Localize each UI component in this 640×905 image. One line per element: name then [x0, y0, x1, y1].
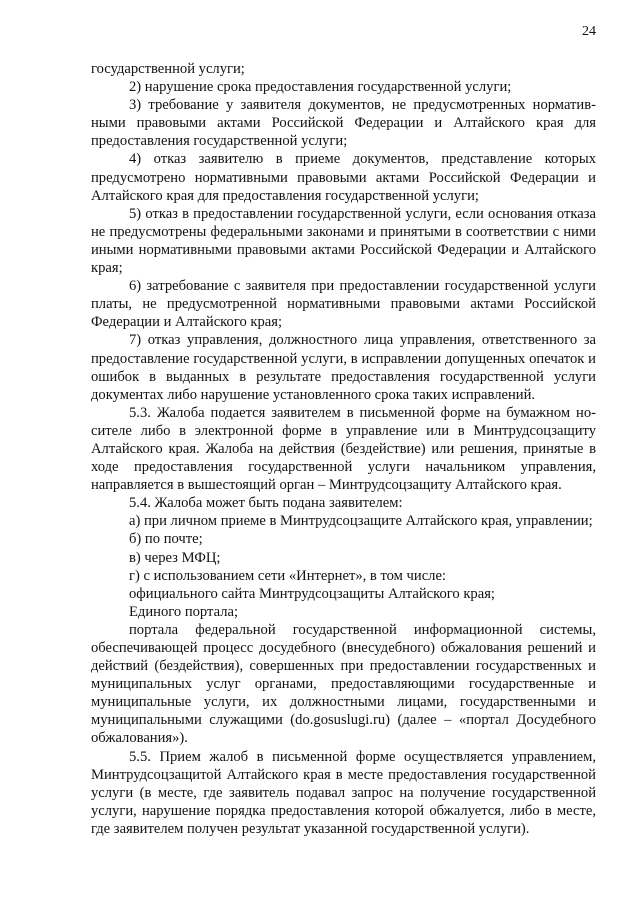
section-5-4-b: б) по почте;: [129, 531, 203, 548]
list-item-6-fee-demand: 6) затребование с заявителя при предоставлении государственной услуги платы, не предусмотренной нормативными правовыми актами Российской Федерации и Алтайского края;: [91, 278, 596, 331]
list-item-2-deadline-violation: 2) нарушение срока предоставления государственной услуги;: [129, 79, 512, 96]
list-item-7-correction-refusal: 7) отказ управления, должностного лица управления, ответственного за предоставление государственной услуги, в исправлении допущенных опечаток и ошибок в выданных в результате предоставления государственной услуги документах либо нарушение установленного срока таких исправлений.: [91, 332, 596, 403]
section-5-4-g-official-site: официального сайта Минтрудсоцзащиты Алтайского края;: [129, 585, 495, 602]
section-5-3: 5.3. Жалоба подается заявителем в письменной форме на бумажном носителе либо в электронной форме в управление или в Минтрудсоцзащиту Алтайского края. Жалоба на действия (бездействие) или решения, принятые в ходе предоставления государственной услуги начальником управления, направляется в вышестоящий орган – Минтрудсоцзащиту Алтайского края.: [91, 404, 596, 494]
section-5-4-g: г) с использованием сети «Интернет», в том числе:: [129, 567, 446, 584]
list-item-5-refusal-service: 5) отказ в предоставлении государственной услуги, если основания отказа не предусмотрены федеральными законами и принятыми в соответствии с ними иными нормативными правовыми актами Российской Федерации и Алтайского края;: [91, 205, 596, 277]
section-5-4: 5.4. Жалоба может быть подана заявителем:: [129, 495, 403, 512]
section-5-4-v: в) через МФЦ;: [129, 549, 221, 566]
list-item-4-refusal-acceptance: 4) отказ заявителю в приеме документов, представление которых предусмотрено нормативными правовыми актами Российской Федерации и Алтайского края для предоставления государственной услуги;: [91, 151, 596, 204]
section-5-4-a: а) при личном приеме в Минтрудсоцзащите Алтайского края, управлении;: [129, 513, 593, 530]
list-item-3-extra-documents: 3) требование у заявителя документов, не предусмотренных нормативными правовыми актами Российской Федерации и Алтайского края для предоставления государственной услуги;: [91, 97, 596, 150]
document-body: [91, 60, 596, 838]
section-5-5: 5.5. Прием жалоб в письменной форме осуществляется управлением, Минтрудсоцзащитой Алтайского края в месте предоставления государственной услуги (в месте, где заявитель подавал запрос на получение государственной услуги, нарушение порядка предоставления которой обжалуется, либо в месте, где заявителем получен результат указанной государственной услуги).: [91, 748, 596, 837]
paragraph-continuation: государственной услуги;: [91, 61, 245, 77]
page-number: 24: [582, 24, 596, 39]
section-5-4-g-federal-portal: портала федеральной государственной информационной системы, обеспечивающей процесс досудебного (внесудебного) обжалования решений и действий (бездействия), совершенных при предоставлении государственных и муниципальных услуг органами, предоставляющими государственные и муниципальные услуги, их должностными лицами, государственными и муниципальными служащими (do.gosuslugi.ru) (далее – «портал Досудебного обжалования»).: [91, 621, 596, 747]
section-5-4-g-unified-portal: Единого портала;: [129, 603, 239, 620]
